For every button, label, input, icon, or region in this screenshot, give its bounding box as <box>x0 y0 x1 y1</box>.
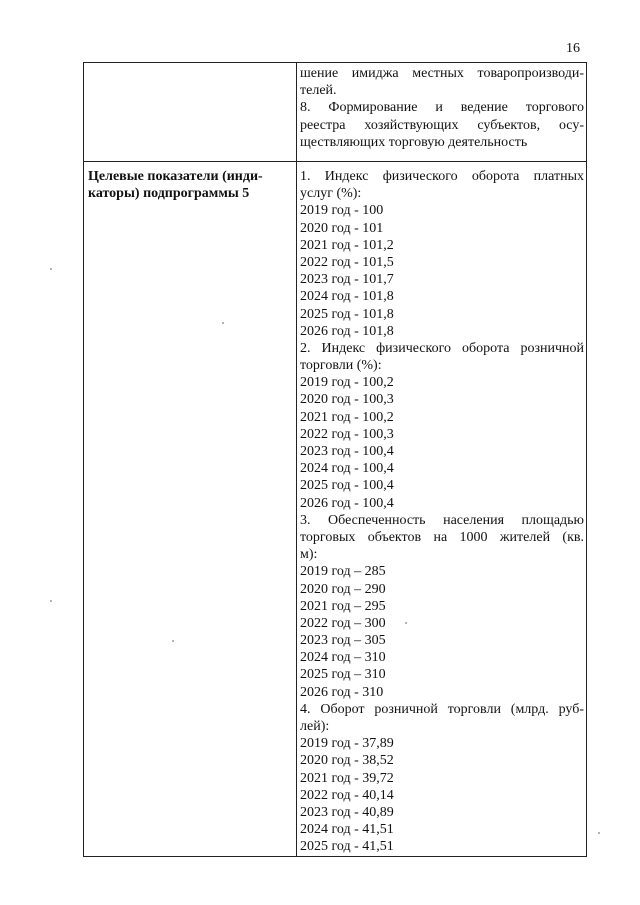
indicator-value-line: 2026 год - 101,8 <box>300 323 394 339</box>
top-row-text <box>300 65 584 151</box>
indicator-title-line: 3. Обеспеченность населения площадью <box>300 512 584 528</box>
scan-speck <box>222 322 224 324</box>
indicator-value-line: 2023 год - 100,4 <box>300 444 394 459</box>
top-row-right-cell <box>297 63 588 161</box>
scan-speck <box>50 268 52 270</box>
indicator-value-line: 2019 год – 285 <box>300 564 386 580</box>
indicator-value-line: 2022 год - 40,14 <box>300 787 394 803</box>
heading-line: каторы) подпрограммы 5 <box>88 186 250 202</box>
passport-table <box>83 62 587 857</box>
top-row-left-cell <box>84 63 297 161</box>
indicators-heading <box>88 168 288 202</box>
indicator-value-line: 2019 год - 100,2 <box>300 375 394 391</box>
scan-speck <box>50 600 52 602</box>
indicator-title-line: торговли (%): <box>300 358 382 374</box>
indicator-value-line: 2019 год - 37,89 <box>300 736 394 752</box>
indicator-value-line: 2021 год – 295 <box>300 598 386 614</box>
indicator-value-line: 2020 год - 100,3 <box>300 392 394 408</box>
indicator-value-line: 2026 год - 310 <box>300 684 384 700</box>
table-row-target-indicators <box>84 162 586 857</box>
indicator-value-line: 2020 год - 101 <box>300 220 384 236</box>
indicator-value-line: 2021 год - 39,72 <box>300 770 394 786</box>
indicator-value-line: 2022 год - 101,5 <box>300 254 394 270</box>
indicator-value-line: 2020 год – 290 <box>300 581 386 597</box>
indicator-value-line: 2024 год - 41,51 <box>300 822 394 838</box>
indicator-value-line: 2021 год - 101,2 <box>300 237 394 253</box>
text-line: шение имиджа местных товаропроизводи- <box>300 66 584 81</box>
indicator-title-line: 2. Индекс физического оборота розничной <box>300 340 584 356</box>
indicators-label-cell <box>84 162 297 857</box>
indicator-value-line: 2021 год - 100,2 <box>300 409 394 425</box>
page-number: 16 <box>566 41 580 56</box>
indicator-title-line: торговых объектов на 1000 жителей (кв. <box>300 529 584 545</box>
indicator-value-line: 2024 год – 310 <box>300 650 386 666</box>
indicator-value-line: 2025 год - 100,4 <box>300 478 394 494</box>
indicator-title-line: услуг (%): <box>300 186 362 202</box>
indicators-text <box>300 168 584 856</box>
indicator-value-line: 2025 год - 41,51 <box>300 839 394 855</box>
scan-speck <box>598 832 600 834</box>
indicator-value-line: 2020 год - 38,52 <box>300 753 394 769</box>
indicator-value-line: 2024 год - 100,4 <box>300 461 394 477</box>
text-line: реестра хозяйствующих субъектов, осу- <box>300 117 584 133</box>
text-line: 8. Формирование и ведение торгового <box>300 100 584 116</box>
indicator-value-line: 2022 год – 300 <box>300 615 386 631</box>
table-row-continuation <box>84 63 586 162</box>
indicators-values-cell <box>297 162 588 857</box>
indicator-title-line: 1. Индекс физического оборота платных <box>300 169 584 184</box>
indicator-value-line: 2025 год - 101,8 <box>300 306 394 322</box>
scan-speck <box>172 640 174 642</box>
scan-speck <box>405 622 407 624</box>
indicator-value-line: 2026 год - 100,4 <box>300 495 394 511</box>
indicator-value-line: 2019 год - 100 <box>300 203 384 219</box>
indicator-title-line: лей): <box>300 719 330 734</box>
indicator-value-line: 2023 год - 40,89 <box>300 804 394 820</box>
heading-line: Целевые показатели (инди- <box>88 169 263 184</box>
text-line: телей. <box>300 83 337 99</box>
indicator-value-line: 2023 год – 305 <box>300 633 386 649</box>
indicator-value-line: 2022 год - 100,3 <box>300 426 394 442</box>
indicator-title-line: 4. Оборот розничной торговли (млрд. руб- <box>300 701 584 717</box>
indicator-value-line: 2024 год - 101,8 <box>300 289 394 305</box>
indicator-value-line: 2025 год – 310 <box>300 667 386 683</box>
indicator-value-line: 2023 год - 101,7 <box>300 272 394 288</box>
text-line: ществляющих торговую деятельность <box>300 134 528 150</box>
indicator-title-line: м): <box>300 547 318 563</box>
